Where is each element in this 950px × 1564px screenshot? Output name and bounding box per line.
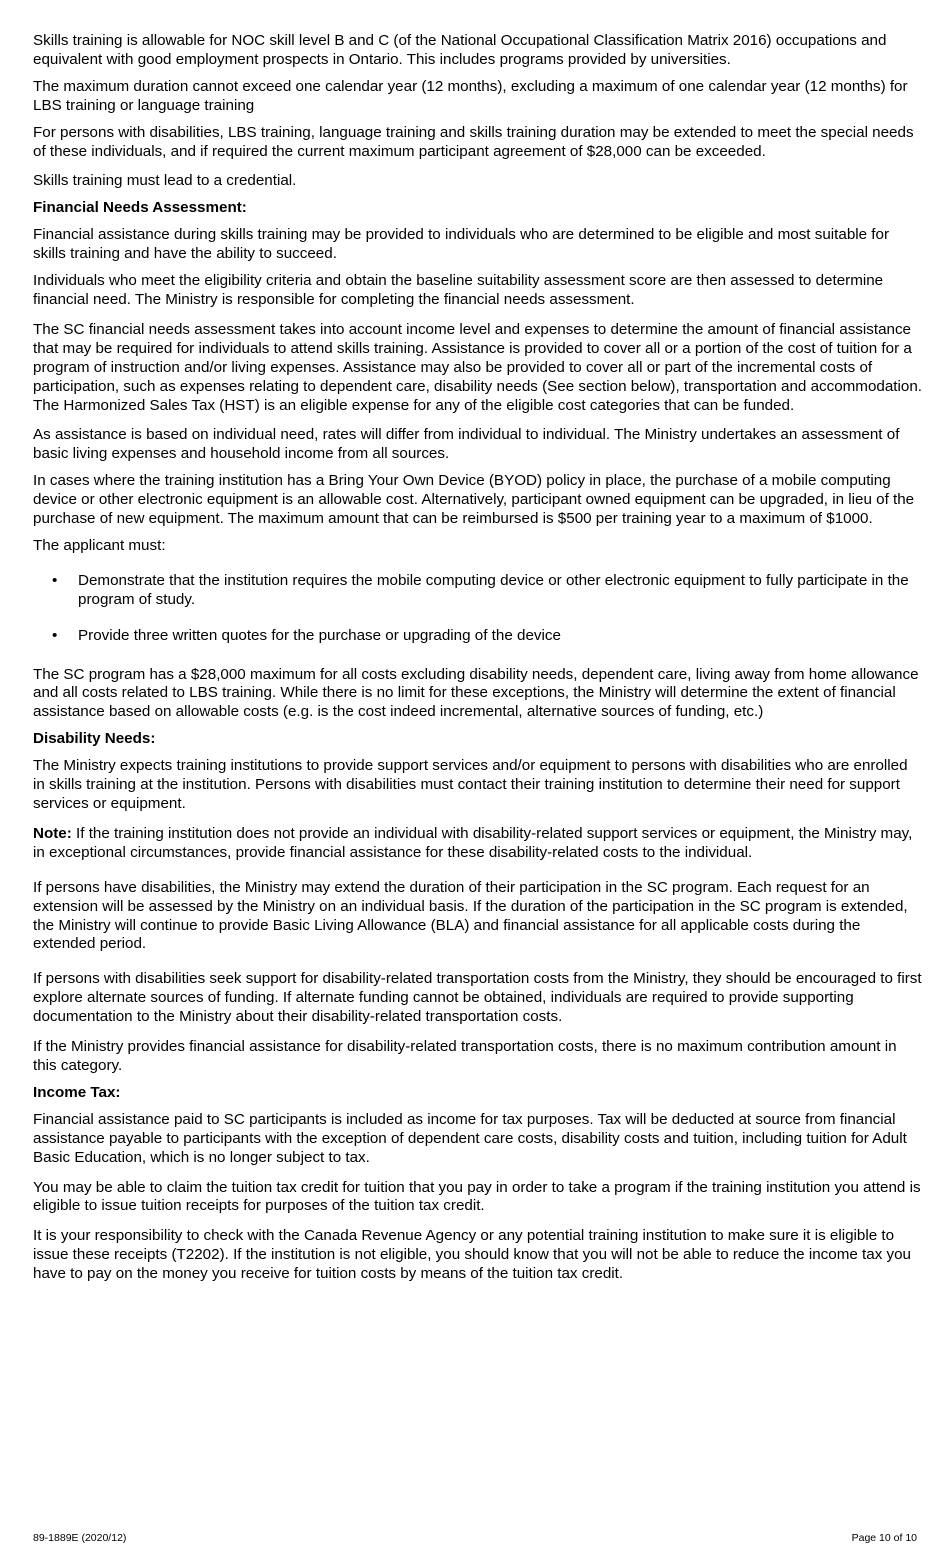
paragraph-cra-check: It is your responsibility to check with the Canada Revenue Agency or any potential training institution to make sure it is eligible to issue these receipts (T2202). If the institution is not eligible, you should know that you will not be able to reduce the income tax you have to pay on the money you receive for tuition costs by means of the tuition tax credit. xyxy=(33,1227,911,1283)
paragraph-individual-need: As assistance is based on individual need, rates will differ from individual to individual. The Ministry undertakes an assessment of basic living expenses and household income from all sources. xyxy=(33,426,900,463)
page-footer xyxy=(33,1532,917,1544)
paragraph-credential: Skills training must lead to a credential. xyxy=(33,172,297,190)
paragraph-ministry-expects: The Ministry expects training institutions to provide support services and/or equipment to persons with disabilities who are enrolled in skills training at the institution. Persons with disabilities must contact their training institution to determine their need for support services or equipment. xyxy=(33,757,908,812)
paragraph-eligibility: Individuals who meet the eligibility criteria and obtain the baseline suitability assessment score are then assessed to determine financial need. The Ministry is responsible for completing the financial needs assessment. xyxy=(33,272,884,308)
paragraph-transportation-support: If persons with disabilities seek support for disability-related transportation costs from the Ministry, they should be encouraged to first explore alternate sources of funding. If alternate funding cannot be obtained, individuals are required to provide supporting documentation to the Ministry about their disability-related transportation costs. xyxy=(33,970,922,1026)
paragraph-sc-maximum: The SC program has a $28,000 maximum for all costs excluding disability needs, dependent care, living away from home allowance and all costs related to LBS training. While there is no limit for these exceptions, the Ministry will determine the extent of financial assistance based on allowable costs (e.g. is the cost indeed incremental, alternative sources of funding, etc.) xyxy=(33,665,919,721)
paragraph-tuition-credit: You may be able to claim the tuition tax credit for tuition that you pay in order to take a program if the training institution you attend is eligible to issue tuition receipts for purposes of the tuition tax credit. xyxy=(33,1178,921,1215)
paragraph-sc-assessment: The SC financial needs assessment takes into account income level and expenses to determine the amount of financial assistance that may be required for individuals to attend skills training. Assistance is provided to cover all or a portion of the cost of tuition for a program of instruction and/or living expenses. Assistance may also be provided to cover all or part of the incremental costs of participation, such as expenses relating to dependent care, disability needs (See section below), transportation and accommodation. The Harmonized Sales Tax (HST) is an eligible expense for any of the eligible cost categories that can be funded. xyxy=(33,320,922,414)
heading-disability-needs: Disability Needs: xyxy=(33,730,156,748)
bullet-icon: • xyxy=(52,571,58,589)
paragraph-extend-duration: If persons have disabilities, the Ministry may extend the duration of their participation in the SC program. Each request for an extension will be assessed by the Ministry on an individual basis. If the duration of the participation in the SC program is extended, the Ministry will continue to provide Basic Living Allowance (BLA) and financial assistance for all applicable costs during the extended period. xyxy=(33,878,908,953)
paragraph-skills-training: Skills training is allowable for NOC skill level B and C (of the National Occupational Classification Matrix 2016) occupations and equivalent with good employment prospects in Ontario. This includes programs provided by universities. xyxy=(33,32,887,68)
list-item-text: Demonstrate that the institution requires the mobile computing device or other electronic equipment to fully participate in the program of study. xyxy=(78,571,909,608)
document-page xyxy=(33,32,923,1284)
heading-financial-needs: Financial Needs Assessment: xyxy=(33,199,247,217)
paragraph-disabilities-duration: For persons with disabilities, LBS training, language training and skills training duration may be extended to meet the special needs of these individuals, and if required the current maximum participant agreement of $28,000 can be exceeded. xyxy=(33,123,914,160)
heading-income-tax: Income Tax: xyxy=(33,1083,121,1101)
list-item xyxy=(33,572,923,610)
paragraph-max-duration: The maximum duration cannot exceed one calendar year (12 months), excluding a maximum of one calendar year (12 months) for LBS training or language training xyxy=(33,77,908,114)
paragraph-applicant-must: The applicant must: xyxy=(33,536,166,554)
list-item-text: Provide three written quotes for the purchase or upgrading of the device xyxy=(78,626,561,644)
list-item xyxy=(33,627,923,646)
bullet-icon: • xyxy=(52,626,58,644)
requirements-list xyxy=(33,572,923,646)
page-number: Page 10 of 10 xyxy=(851,1532,917,1544)
form-number: 89-1889E (2020/12) xyxy=(33,1532,127,1544)
paragraph-transportation-maximum: If the Ministry provides financial assistance for disability-related transportation costs, there is no maximum contribution amount in this category. xyxy=(33,1038,897,1074)
note-text: If the training institution does not provide an individual with disability-related support services or equipment, the Ministry may, in exceptional circumstances, provide financial assistance for these disability-related costs to the individual. xyxy=(33,824,913,861)
paragraph-taxable-income: Financial assistance paid to SC participants is included as income for tax purposes. Tax will be deducted at source from financial assistance payable to participants with the exception of dependent care costs, disability costs and tuition, including tuition for Adult Basic Education, which is no longer subject to tax. xyxy=(33,1110,907,1166)
paragraph-financial-assistance: Financial assistance during skills training may be provided to individuals who are determined to be eligible and most suitable for skills training and have the ability to succeed. xyxy=(33,226,890,263)
note-label: Note: xyxy=(33,824,72,842)
paragraph-byod: In cases where the training institution has a Bring Your Own Device (BYOD) policy in place, the purchase of a mobile computing device or other electronic equipment is an allowable cost. Alternatively, participant owned equipment can be upgraded, in lieu of the purchase of new equipment. The maximum amount that can be reimbursed is $500 per training year to a maximum of $1000. xyxy=(33,472,915,528)
paragraph-note xyxy=(33,825,923,863)
